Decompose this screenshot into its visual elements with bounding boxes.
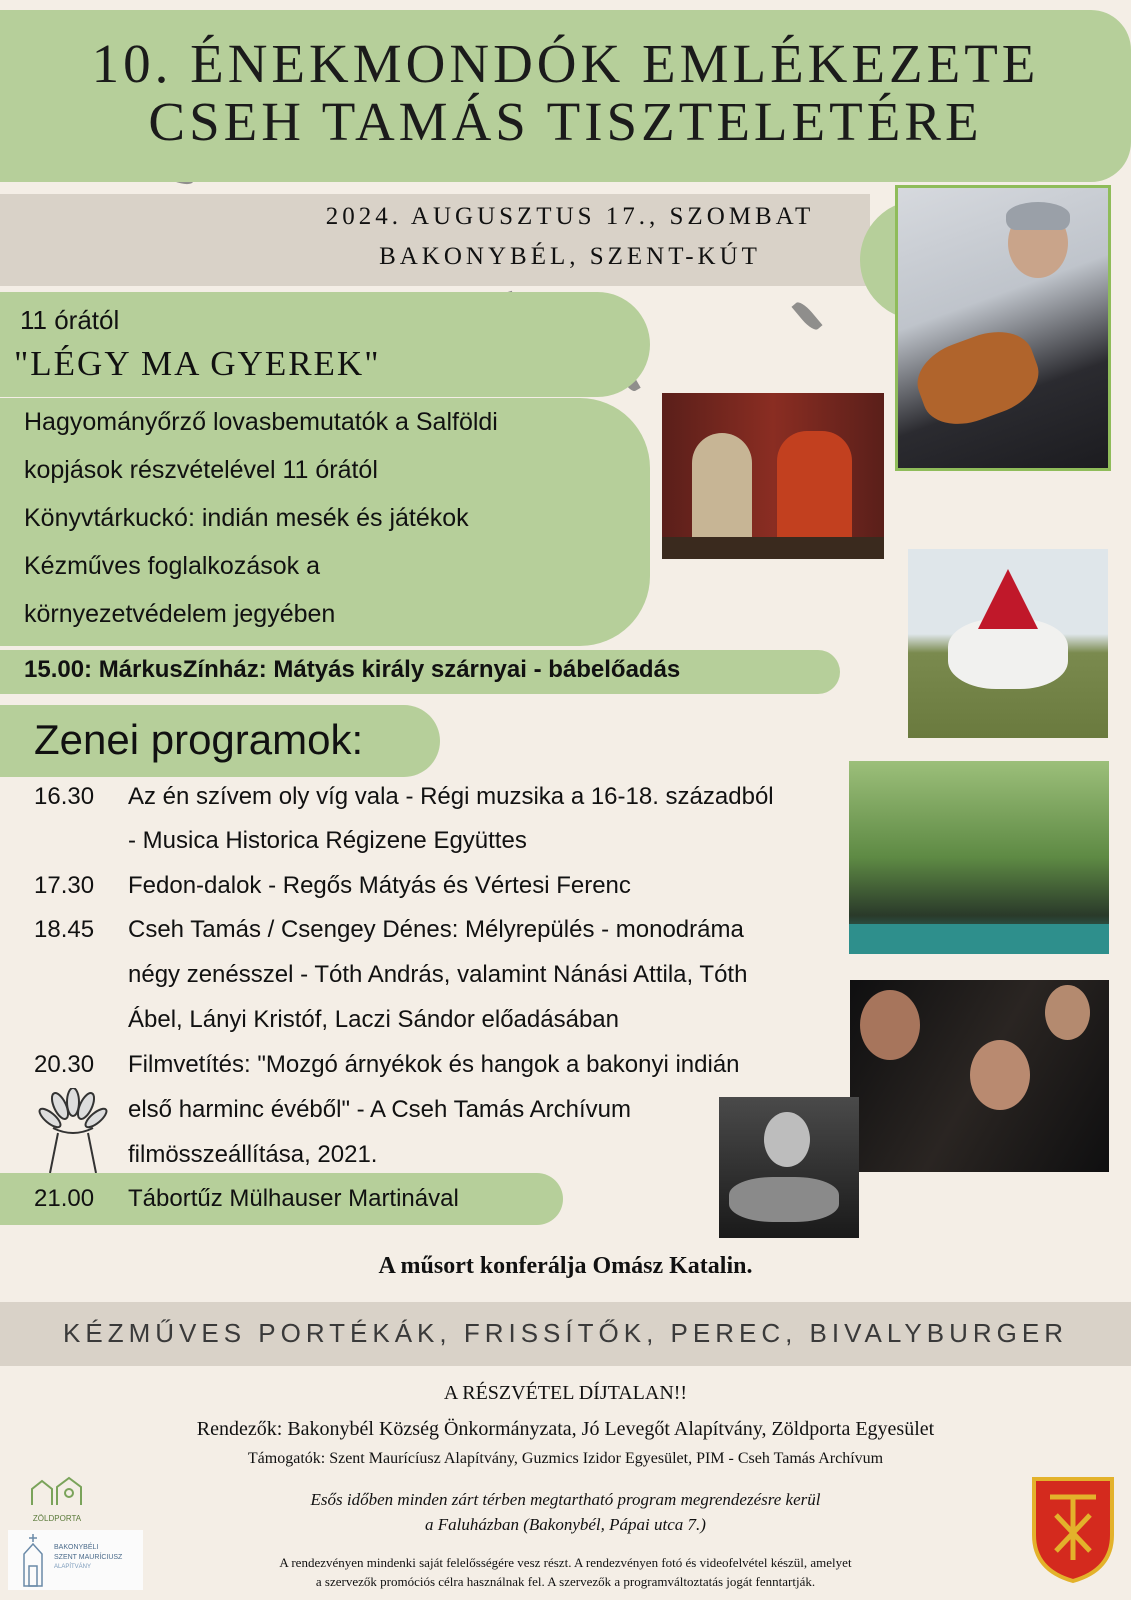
program-line: filmösszeállítása, 2021.: [128, 1141, 378, 1168]
program-line: Cseh Tamás / Csengey Dénes: Mélyrepülés - monodráma: [128, 916, 744, 943]
kids-program-title: "LÉGY MA GYEREK": [14, 344, 381, 383]
foundation-logo: [8, 1530, 143, 1590]
kids-program-line: Kézműves foglalkozások a: [24, 552, 320, 580]
music-programs-heading: Zenei programok:: [34, 716, 364, 763]
host-line: A műsort konferálja Omász Katalin.: [378, 1253, 753, 1279]
foundation-logo-text-1: BAKONYBÉLI: [54, 1544, 99, 1551]
foundation-logo-text-3: ALAPÍTVÁNY: [54, 1564, 92, 1570]
kids-program-line: Hagyományőrző lovasbemutatók a Salföldi: [24, 408, 498, 436]
page-title-line-2: CSEH TAMÁS TISZTELETÉRE: [148, 91, 983, 152]
program-line: Az én szívem oly víg vala - Régi muzsika a 16-18. századból: [128, 783, 774, 810]
disclaimer-line-2: a szervezők promóciós célra használnak fel. A szervezők a programváltoztatás jogát fenntartják.: [315, 1574, 816, 1589]
singer-photo: [895, 185, 1111, 471]
free-entry-note: A RÉSZVÉTEL DÍJTALAN!!: [443, 1382, 688, 1404]
disclaimer-line-1: A rendezvényen mindenki saját felelősségére vesz részt. A rendezvényen fotó és videofelvétel készül, amelyet: [279, 1555, 852, 1570]
rain-note-line-2: a Faluházban (Bakonybél, Pápai utca 7.): [425, 1515, 706, 1534]
program-line: Fedon-dalok - Regős Mátyás és Vértesi Ferenc: [128, 872, 631, 899]
monodrama-photo: [850, 980, 1109, 1172]
guitarist-photo: [719, 1097, 859, 1238]
program-line: Ábel, Lányi Kristóf, Laczi Sándor előadásában: [128, 1006, 619, 1033]
program-time: 18.45: [34, 916, 95, 943]
kids-program-line: környezetvédelem jegyében: [24, 600, 336, 628]
stalls-text: KÉZMŰVES PORTÉKÁK, FRISSÍTŐK, PEREC, BIVALYBURGER: [63, 1318, 1068, 1348]
program-time: 21.00: [34, 1185, 95, 1212]
event-date: 2024. AUGUSZTUS 17., SZOMBAT: [325, 203, 815, 230]
puppet-show-text: 15.00: MárkusZínház: Mátyás király szárnyai - bábelőadás: [24, 656, 681, 683]
feather-decoration: [791, 299, 822, 333]
zoldporta-logo: [22, 1475, 92, 1525]
organizers-line: Rendezők: Bakonybél Község Önkormányzata, Jó Levegőt Alapítvány, Zöldporta Egyesület: [196, 1418, 935, 1440]
program-line: - Musica Historica Régizene Együttes: [128, 827, 527, 854]
concert-photo: [849, 761, 1109, 954]
program-time: 20.30: [34, 1051, 95, 1078]
program-time: 16.30: [34, 783, 95, 810]
supporters-line: Támogatók: Szent Maurícíusz Alapítvány, Guzmics Izidor Egyesület, PIM - Cseh Tamás Archívum: [247, 1450, 884, 1467]
page-title-line-1: 10. ÉNEKMONDÓK EMLÉKEZETE: [91, 33, 1040, 94]
program-line: Filmvetítés: "Mozgó árnyékok és hangok a bakonyi indián: [128, 1051, 740, 1078]
kids-program-time: 11 órától: [20, 305, 120, 335]
program-time: 17.30: [34, 872, 95, 899]
rain-note-line-1: Esős időben minden zárt térben megtartható program megrendezésre kerül: [310, 1490, 821, 1509]
program-line: első harminc évéből" - A Cseh Tamás Archívum: [128, 1096, 631, 1123]
kids-program-line: Könyvtárkuckó: indián mesék és játékok: [24, 504, 469, 532]
kids-program-line: kopjások részvételével 11 órától: [24, 456, 378, 484]
puppet-theatre-photo: [662, 393, 884, 559]
feather-headdress-icon: [38, 1088, 108, 1178]
village-coat-of-arms: [1030, 1475, 1116, 1585]
zoldporta-logo-text: ZÖLDPORTA: [32, 1514, 82, 1523]
foundation-logo-text-2: SZENT MAURÍCIUSZ: [54, 1554, 123, 1561]
horse-show-photo: [908, 549, 1108, 738]
program-line: Tábortűz Mülhauser Martinával: [128, 1185, 459, 1212]
program-line: négy zenésszel - Tóth András, valamint Nánási Attila, Tóth: [128, 961, 748, 988]
event-place: BAKONYBÉL, SZENT-KÚT: [379, 243, 761, 270]
